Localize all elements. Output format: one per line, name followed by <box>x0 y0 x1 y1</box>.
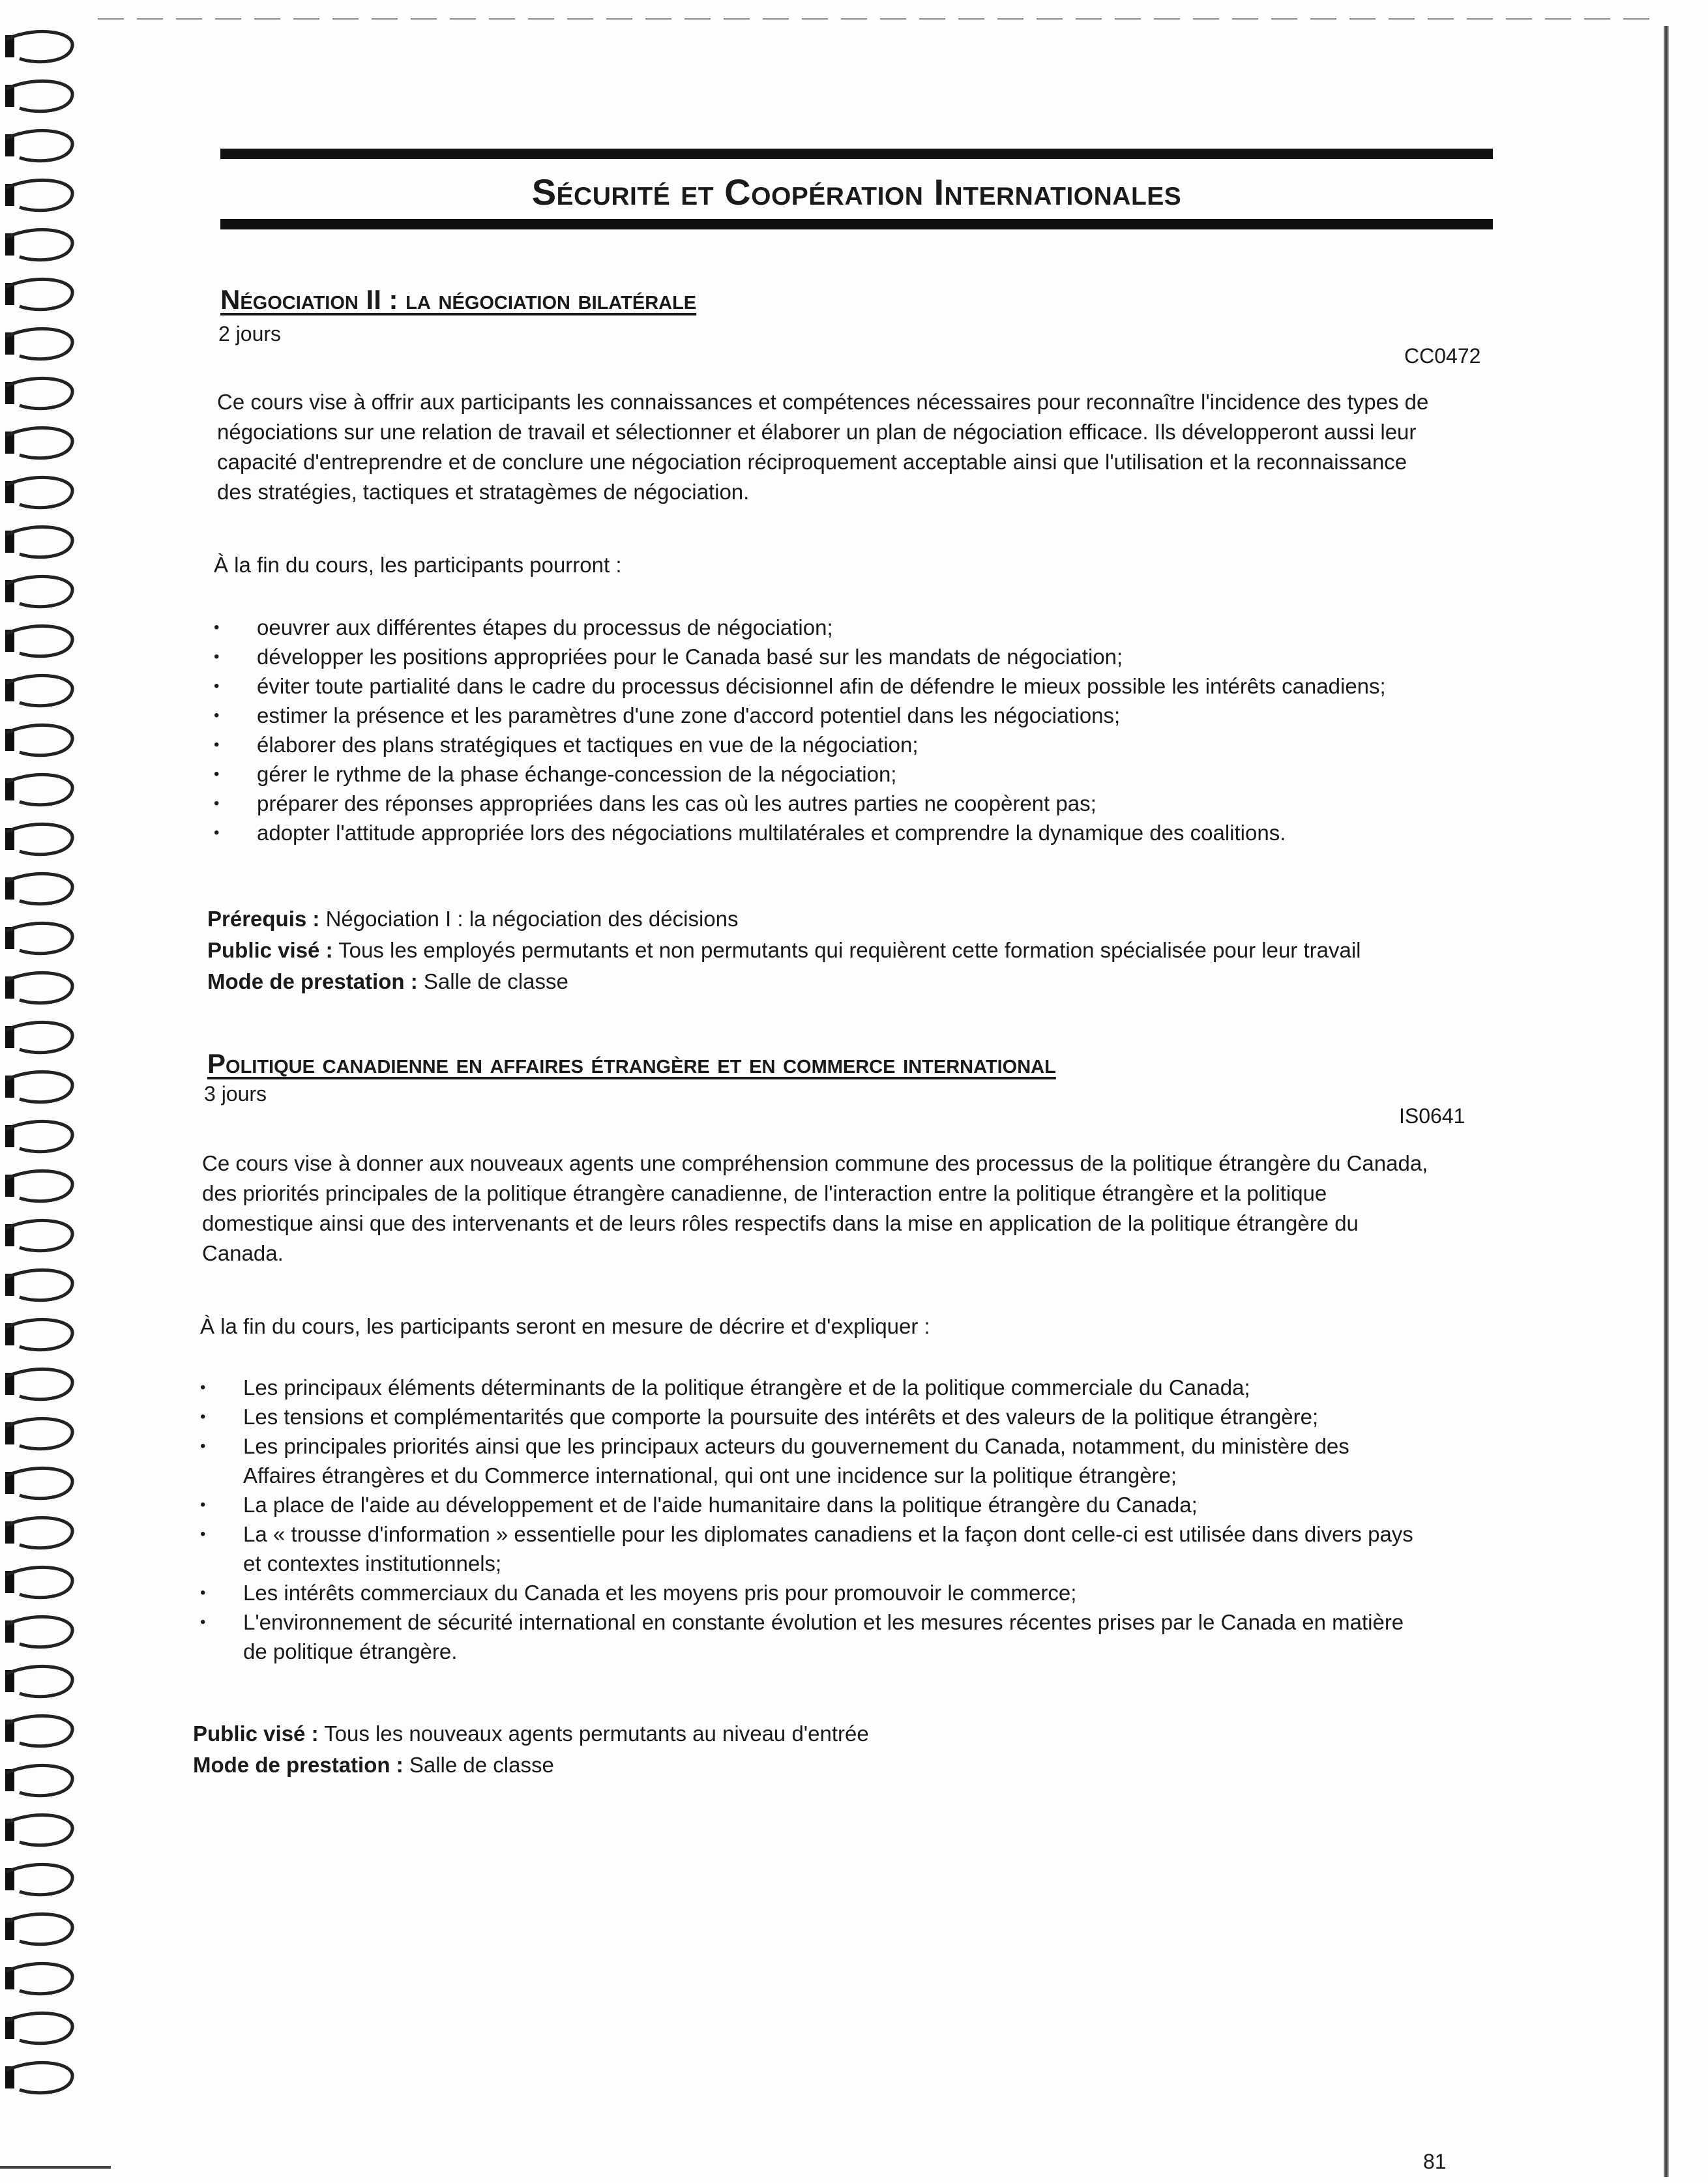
prerequisite-label: Prérequis : <box>207 907 320 931</box>
list-item-line: de politique étrangère. <box>243 1639 458 1663</box>
list-item: • adopter l'attitude appropriée lors des négociations multilatérales et comprendre la dynamique des coalitions. <box>214 818 1505 847</box>
objectives-intro: À la fin du cours, les participants pourront : <box>214 553 622 577</box>
delivery-label: Mode de prestation : <box>193 1753 404 1777</box>
list-item: • oeuvrer aux différentes étapes du processus de négociation; <box>214 613 1505 642</box>
course-meta <box>193 1718 1497 1781</box>
prerequisite-value: Négociation I : la négociation des décisions <box>325 907 739 931</box>
list-item: • éviter toute partialité dans le cadre du processus décisionnel afin de défendre le mieux possible les intérêts canadiens; <box>214 671 1505 701</box>
objectives-list <box>214 613 1505 847</box>
list-item: • élaborer des plans stratégiques et tactiques en vue de la négociation; <box>214 730 1505 759</box>
description-line: Canada. <box>202 1241 284 1265</box>
description-line: capacité d'entreprendre et de conclure une négociation réciproquement acceptable ainsi que l'utilisation et la reconnaissance <box>217 450 1407 474</box>
course-code: CC0472 <box>1404 344 1481 368</box>
audience-value: Tous les nouveaux agents permutants au niveau d'entrée <box>324 1721 869 1746</box>
course-meta <box>207 903 1511 997</box>
audience-label: Public visé : <box>193 1721 319 1746</box>
list-item-line: Les principales priorités ainsi que les principaux acteurs du gouvernement du Canada, notamment, du ministère des <box>243 1434 1349 1458</box>
document-title: Sécurité et Coopération Internationales <box>531 171 1182 212</box>
course-title: Politique canadienne en affaires étrangère et en commerce international <box>207 1048 1056 1079</box>
description-line: Ce cours vise à offrir aux participants les connaissances et compétences nécessaires pour reconnaître l'incidence des types de <box>217 390 1429 414</box>
delivery-row <box>207 966 1511 997</box>
list-item-line: Affaires étrangères et du Commerce international, qui ont une incidence sur la politique étrangère; <box>243 1463 1177 1487</box>
course-title: Négociation II : la négociation bilatérale <box>220 284 697 315</box>
course-duration: 3 jours <box>204 1082 267 1106</box>
objectives-list <box>200 1373 1504 1666</box>
list-item <box>200 1402 1504 1431</box>
list-item-line: L'environnement de sécurité international en constante évolution et les mesures récentes prises par le Canada en matière <box>243 1610 1404 1634</box>
list-item <box>200 1578 1504 1607</box>
list-item-line: La « trousse d'information » essentielle pour les diplomates canadiens et la façon dont celle-ci est utilisée dans divers pays <box>243 1522 1413 1546</box>
list-item-line: La place de l'aide au développement et de l'aide humanitaire dans la politique étrangère du Canada; <box>243 1493 1198 1517</box>
list-item: • préparer des réponses appropriées dans les cas où les autres parties ne coopèrent pas; <box>214 789 1505 818</box>
prerequisite-row <box>207 903 1511 935</box>
list-item-line: et contextes institutionnels; <box>243 1551 502 1575</box>
audience-row <box>193 1718 1497 1750</box>
course-code: IS0641 <box>1399 1104 1465 1128</box>
audience-row <box>207 935 1511 966</box>
description-line: domestique ainsi que des intervenants et de leurs rôles respectifs dans la mise en application de la politique étrangère du <box>202 1211 1359 1235</box>
list-item <box>200 1431 1504 1490</box>
list-item: • estimer la présence et les paramètres d'une zone d'accord potentiel dans les négociations; <box>214 701 1505 730</box>
course-duration: 2 jours <box>218 322 282 345</box>
audience-value: Tous les employés permutants et non permutants qui requièrent cette formation spécialisée pour leur travail <box>338 938 1361 962</box>
objectives-intro: À la fin du cours, les participants seront en mesure de décrire et d'expliquer : <box>200 1314 930 1338</box>
list-item <box>200 1490 1504 1519</box>
page-number: 81 <box>1423 2150 1447 2173</box>
title-rule-bottom <box>220 219 1493 229</box>
list-item <box>200 1519 1504 1578</box>
delivery-row <box>193 1750 1497 1781</box>
list-item <box>200 1607 1504 1666</box>
delivery-value: Salle de classe <box>423 969 568 993</box>
list-item: • développer les positions appropriées pour le Canada basé sur les mandats de négociation; <box>214 642 1505 671</box>
audience-label: Public visé : <box>207 938 333 962</box>
delivery-value: Salle de classe <box>409 1753 554 1777</box>
list-item-line: Les tensions et complémentarités que comporte la poursuite des intérêts et des valeurs de la politique étrangère; <box>243 1405 1319 1429</box>
course-description <box>202 1149 1490 1268</box>
list-item-line: Les intérêts commerciaux du Canada et les moyens pris pour promouvoir le commerce; <box>243 1581 1077 1605</box>
list-item: • gérer le rythme de la phase échange-concession de la négociation; <box>214 759 1505 789</box>
description-line: des stratégies, tactiques et stratagèmes de négociation. <box>217 480 750 504</box>
description-line: négociations sur une relation de travail et sélectionner et élaborer un plan de négociation efficace. Ils développeront aussi leur <box>217 420 1417 444</box>
title-rule-top <box>220 149 1493 159</box>
description-line: Ce cours vise à donner aux nouveaux agents une compréhension commune des processus de la politique étrangère du Canada, <box>202 1151 1428 1175</box>
list-item-line: Les principaux éléments déterminants de la politique étrangère et de la politique commerciale du Canada; <box>243 1375 1250 1399</box>
delivery-label: Mode de prestation : <box>207 969 418 993</box>
description-line: des priorités principales de la politique étrangère canadienne, de l'interaction entre la politique étrangère et la politique <box>202 1181 1327 1205</box>
course-description <box>217 387 1488 507</box>
list-item <box>200 1373 1504 1402</box>
